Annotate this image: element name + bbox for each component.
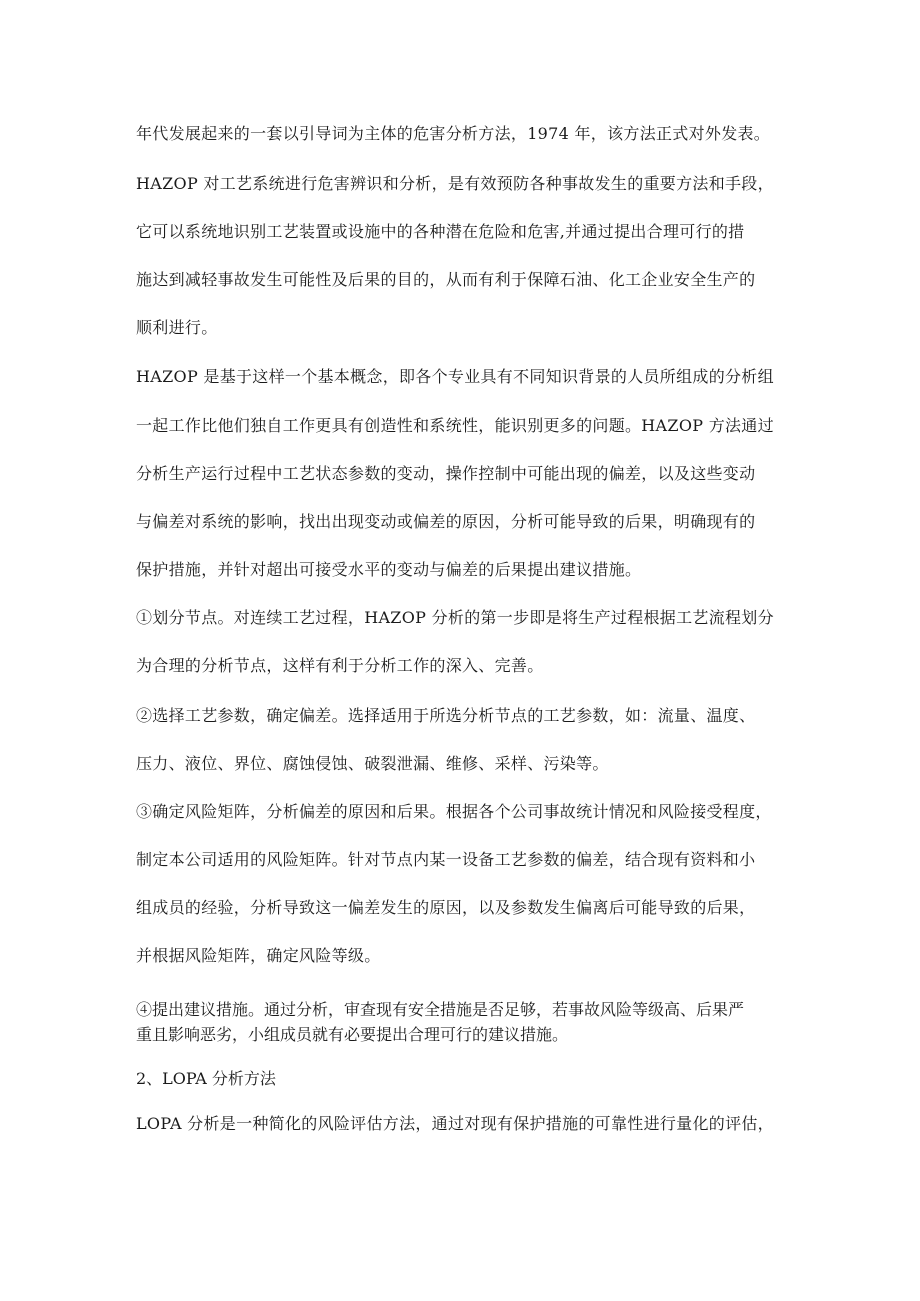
text-line-18: 并根据风险矩阵，确定风险等级。 bbox=[136, 946, 381, 965]
text-line-17: 组成员的经验，分析导致这一偏差发生的原因，以及参数发生偏离后可能导致的后果， bbox=[136, 898, 756, 917]
text-line-6: HAZOP 是基于这样一个基本概念，即各个专业具有不同知识背景的人员所组成的分析组 bbox=[136, 367, 774, 386]
text-line-11: ①划分节点。对连续工艺过程，HAZOP 分析的第一步即是将生产过程根据工艺流程划分 bbox=[136, 608, 774, 627]
text-line-4: 施达到减轻事故发生可能性及后果的目的，从而有利于保障石油、化工企业安全生产的 bbox=[136, 270, 756, 289]
text-line-15: ③确定风险矩阵，分析偏差的原因和后果。根据各个公司事故统计情况和风险接受程度， bbox=[136, 802, 772, 821]
text-line-8: 分析生产运行过程中工艺状态参数的变动，操作控制中可能出现的偏差，以及这些变动 bbox=[136, 464, 756, 483]
text-line-20: 重且影响恶劣，小组成员就有必要提出合理可行的建议措施。 bbox=[136, 1025, 569, 1044]
text-line-22: LOPA 分析是一种简化的风险评估方法，通过对现有保护措施的可靠性进行量化的评估， bbox=[136, 1114, 774, 1133]
text-line-7: 一起工作比他们独自工作更具有创造性和系统性，能识别更多的问题。HAZOP 方法通过 bbox=[136, 416, 774, 435]
section-heading: 2、LOPA 分析方法 bbox=[136, 1069, 276, 1088]
text-line-5: 顺利进行。 bbox=[136, 318, 218, 337]
text-line-14: 压力、液位、界位、腐蚀侵蚀、破裂泄漏、维修、采样、污染等。 bbox=[136, 754, 609, 773]
text-line-1: 年代发展起来的一套以引导词为主体的危害分析方法，1974 年，该方法正式对外发表。 bbox=[136, 124, 771, 143]
text-line-10: 保护措施，并针对超出可接受水平的变动与偏差的后果提出建议措施。 bbox=[136, 560, 642, 579]
text-line-2: HAZOP 对工艺系统进行危害辨识和分析，是有效预防各种事故发生的重要方法和手段， bbox=[136, 174, 774, 193]
text-line-13: ②选择工艺参数，确定偏差。选择适用于所选分析节点的工艺参数，如：流量、温度、 bbox=[136, 706, 756, 725]
text-line-19: ④提出建议措施。通过分析，审查现有安全措施是否足够，若事故风险等级高、后果严 bbox=[136, 1000, 745, 1019]
text-line-3: 它可以系统地识别工艺装置或设施中的各种潜在危险和危害,并通过提出合理可行的措 bbox=[136, 222, 745, 241]
text-line-12: 为合理的分析节点，这样有利于分析工作的深入、完善。 bbox=[136, 656, 544, 675]
text-line-16: 制定本公司适用的风险矩阵。针对节点内某一设备工艺参数的偏差，结合现有资料和小 bbox=[136, 850, 756, 869]
text-line-9: 与偏差对系统的影响，找出出现变动或偏差的原因，分析可能导致的后果，明确现有的 bbox=[136, 512, 756, 531]
